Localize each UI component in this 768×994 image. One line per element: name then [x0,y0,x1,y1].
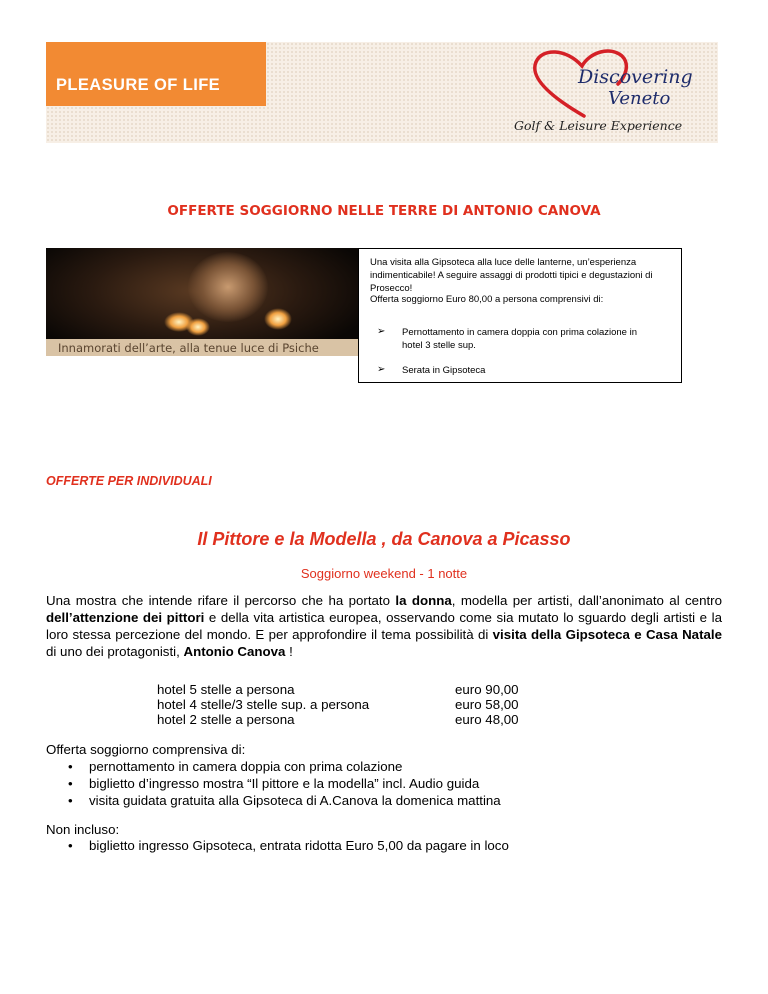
section-title: OFFERTE PER INDIVIDUALI [46,474,212,488]
not-included-list [46,837,509,854]
photo-caption: Innamorati dell’arte, alla tenue luce di Psiche [58,341,319,355]
desc-text: e della vita artistica europea, osservando come sia mutato lo sguardo degli artisti e la loro stessa percezione del mondo. E per approfondire il tema possibilità di [46,610,722,642]
offer-title: Il Pittore e la Modella , da Canova a Picasso [197,529,571,549]
price-label: hotel 2 stelle a persona [157,712,295,727]
arrow-bullet-icon: ➢ [377,326,386,337]
brand-box [46,42,266,106]
desc-text: di uno dei protagonisti, [46,644,184,659]
header-banner [46,42,718,143]
list-item [46,775,501,792]
page-title: OFFERTE SOGGIORNO NELLE TERRE DI ANTONIO CANOVA [167,203,601,219]
desc-bold: Antonio Canova [183,644,286,659]
list-item-text: visita guidata gratuita alla Gipsoteca di A.Canova la domenica mattina [89,793,501,808]
logo-text-line2: Veneto [608,88,671,109]
bullet-icon: • [68,776,73,791]
infobox-offer: Offerta soggiorno Euro 80,00 a persona comprensivi di: [370,294,604,305]
infobox-bullet-1: Pernottamento in camera doppia con prima colazione in hotel 3 stelle sup. [402,327,637,351]
list-item [46,837,509,854]
arrow-bullet-icon: ➢ [377,364,386,375]
infobox-bullet-2: Serata in Gipsoteca [402,365,486,376]
list-item-text: pernottamento in camera doppia con prima colazione [89,759,403,774]
logo-tagline: Golf & Leisure Experience [514,118,683,133]
sculpture-figure [188,252,268,322]
desc-text: , modella per artisti, dall’anonimato al centro [451,593,722,608]
logo-text-line1: Discovering [578,66,693,88]
offer-subtitle: Soggiorno weekend - 1 notte [300,566,468,581]
list-item-text: biglietto ingresso Gipsoteca, entrata ridotta Euro 5,00 da pagare in loco [89,838,509,853]
list-item [46,792,501,809]
desc-bold: dell’attenzione dei pittori [46,610,205,625]
price-value: euro 48,00 [455,712,519,727]
offer-description [46,592,722,660]
candle-glow [264,308,292,330]
infobox-intro: Una visita alla Gipsoteca alla luce delle lanterne, un’esperienza indimenticabile! A seguire assaggi di prodotti tipici e degustazioni di Prosecco! [370,257,653,294]
brand-title: PLEASURE OF LIFE [56,76,221,94]
list-item-text: biglietto d’ingresso mostra “Il pittore e la modella” incl. Audio guida [89,776,480,791]
bullet-icon: • [68,793,73,808]
desc-text: Una mostra che intende rifare il percorso che ha portato [46,593,396,608]
price-label: hotel 5 stelle a persona [157,682,295,697]
desc-bold: la donna [395,593,452,608]
price-value: euro 58,00 [455,697,519,712]
offer-info-box [358,248,682,383]
discovering-veneto-logo [508,46,718,142]
list-item [46,758,501,775]
bullet-icon: • [68,759,73,774]
desc-text: ! [285,644,293,659]
candlelight-photo [46,248,358,356]
included-list [46,758,501,809]
desc-bold: visita della Gipsoteca e Casa Natale [492,627,722,642]
included-heading: Offerta soggiorno comprensiva di: [46,742,246,757]
bullet-icon: • [68,838,73,853]
not-included-heading: Non incluso: [46,822,120,837]
candle-glow [186,318,210,336]
price-label: hotel 4 stelle/3 stelle sup. a persona [157,697,370,712]
price-value: euro 90,00 [455,682,519,697]
